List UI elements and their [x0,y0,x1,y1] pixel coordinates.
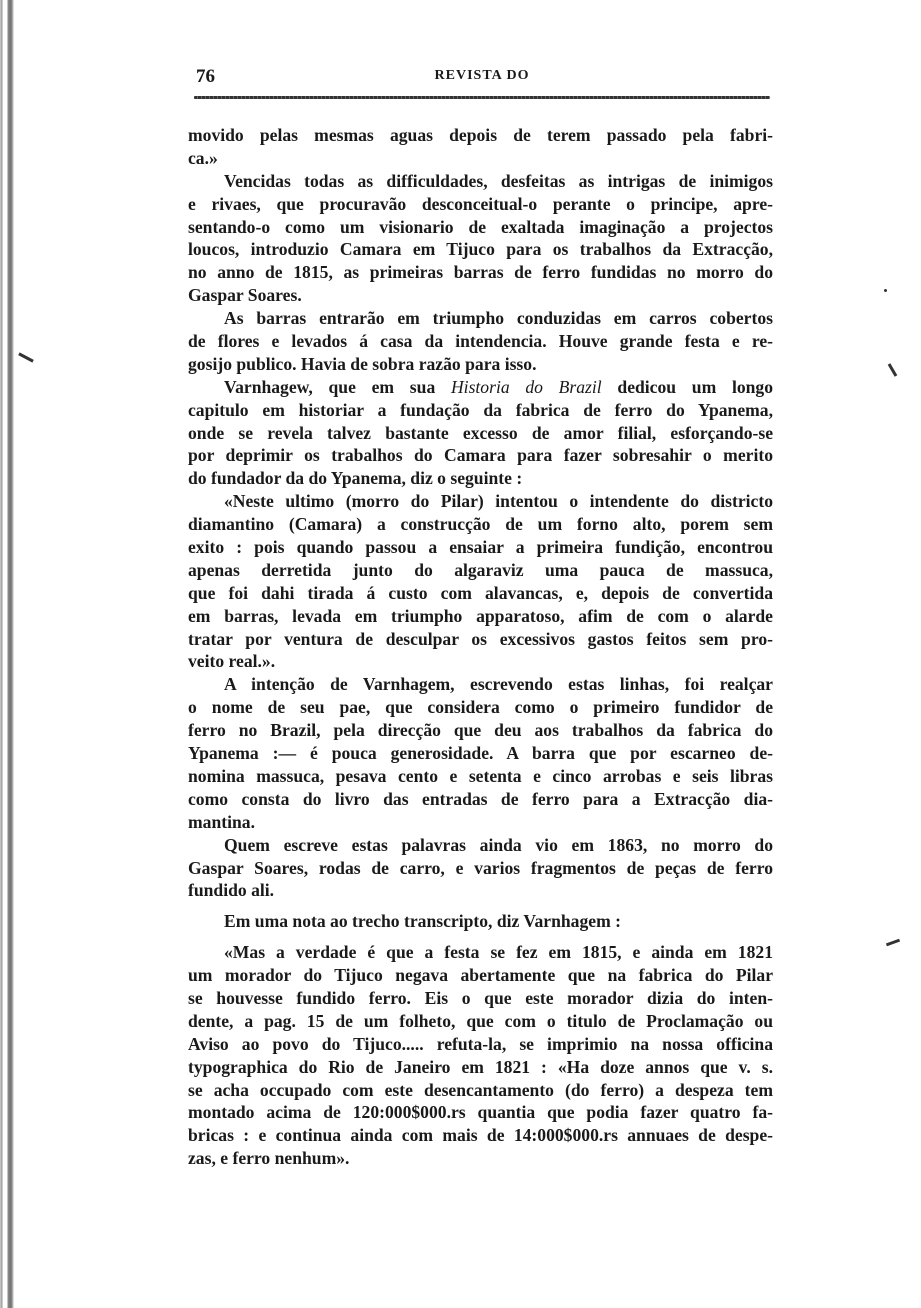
book-binding-edge [0,0,14,1308]
text-line: mantina. [188,811,255,832]
text-line: exito : pois quando passou a ensaiar a primeira fundição, encontrou [188,537,773,558]
text-line: typographica do Rio de Janeiro em 1821 : «Ha doze annos que v. s. [188,1056,773,1077]
body-text [188,124,773,1170]
paragraph [188,834,773,903]
paragraph-gap [188,933,773,941]
text-line: ferro no Brazil, pela direcção que deu aos trabalhos da fabrica do [188,720,773,741]
text-line: «Mas a verdade é que a festa se fez em 1815, e ainda em 1821 [224,942,773,963]
text-line: do fundador da do Ypanema, diz o seguinte : [188,468,523,489]
text-line: montado acima de 120:000$000.rs quantia que podia fazer quatro fa- [188,1102,773,1123]
paragraph [188,673,773,833]
header-rule [194,96,770,99]
text-line: Gaspar Soares, rodas de carro, e varios fragmentos de peças de ferro [188,857,773,878]
text-line: Ypanema :— é pouca generosidade. A barra que por escarneo de- [188,743,773,764]
text-line: ca.» [188,147,218,168]
text-line: As barras entrarão em triumpho conduzidas em carros cobertos [224,308,773,329]
text-line: um morador do Tijuco negava abertamente que na fabrica do Pilar [188,965,773,986]
text-line: capitulo em historiar a fundação da fabrica de ferro do Ypanema, [188,399,773,420]
text-line: nomina massuca, pesava cento e setenta e cinco arrobas e seis libras [188,765,773,786]
text-line: por deprimir os trabalhos do Camara para fazer sobresahir o merito [188,445,773,466]
paragraph [188,170,773,307]
stray-ink-mark [886,939,900,947]
text-line: «Neste ultimo (morro do Pilar) intentou o intendente do districto [224,491,773,512]
text-line: apenas derretida junto do algaraviz uma pauca de massuca, [188,559,773,580]
paragraph [188,307,773,376]
stray-ink-mark [888,363,898,377]
text-line: tratar por ventura de desculpar os excessivos gastos feitos sem pro- [188,628,773,649]
text-line: Varnhagew, que em sua Historia do Brazil dedicou um longo [224,376,774,397]
paragraph [188,376,773,490]
book-title: Historia do Brazil [450,376,602,397]
text-line: gosijo publico. Havia de sobra razão para isso. [188,353,537,374]
text-line: veito real.». [188,651,276,672]
text-line: que foi dahi tirada á custo com alavancas, e, depois de convertida [188,582,773,603]
text-line: o nome de seu pae, que considera como o primeiro fundidor de [188,697,773,718]
text-line: loucos, introduzio Camara em Tijuco para os trabalhos da Extracção, [188,239,773,260]
text-line: bricas : e continua ainda com mais de 14:000$000.rs annuaes de despe- [188,1125,773,1146]
paragraph [188,910,773,933]
text-line: Gaspar Soares. [188,285,302,306]
text-line: fundido ali. [188,880,275,901]
text-line: se acha occupado com este desencantamento (do ferro) a despeza tem [188,1079,773,1100]
text-line: Quem escreve estas palavras ainda vio em 1863, no morro do [224,834,773,855]
stray-ink-mark [18,352,34,362]
text-line: no anno de 1815, as primeiras barras de ferro fundidas no morro do [188,262,773,283]
paragraph-gap [188,902,773,910]
text-line: diamantino (Camara) a construcção de um forno alto, porem sem [188,514,773,535]
text-line: se houvesse fundido ferro. Eis o que este morador dizia do inten- [188,987,773,1008]
text-line: sentando-o como um visionario de exaltada imaginação a projectos [188,216,773,237]
page-number: 76 [196,66,215,87]
paragraph [188,490,773,673]
text-line: de flores e levados á casa da intendencia. Houve grande festa e re- [188,331,773,352]
text-line: zas, e ferro nenhum». [188,1148,350,1169]
paragraph [188,941,773,1170]
text-line: Em uma nota ao trecho transcripto, diz Varnhagem : [224,911,621,932]
text-line: movido pelas mesmas aguas depois de terem passado pela fabri- [188,125,773,145]
text-line: Aviso ao povo do Tijuco..... refuta-la, se imprimio na nossa officina [188,1033,773,1054]
text-line: A intenção de Varnhagem, escrevendo estas linhas, foi realçar [224,674,773,695]
running-title: REVISTA DO [434,68,530,83]
paragraph [188,124,773,170]
text-line: Vencidas todas as difficuldades, desfeitas as intrigas de inimigos [224,170,773,191]
text-line: e rivaes, que procuravão desconceitual-o perante o principe, apre- [188,193,773,214]
stray-ink-dot [884,289,887,292]
page-header [194,66,770,90]
text-line: dente, a pag. 15 de um folheto, que com o titulo de Proclamação ou [188,1010,773,1031]
text-line: onde se revela talvez bastante excesso de amor filial, esforçando-se [188,422,773,443]
text-line: como consta do livro das entradas de ferro para a Extracção dia- [188,788,773,809]
text-line: em barras, levada em triumpho apparatoso, afim de com o alarde [188,605,773,626]
